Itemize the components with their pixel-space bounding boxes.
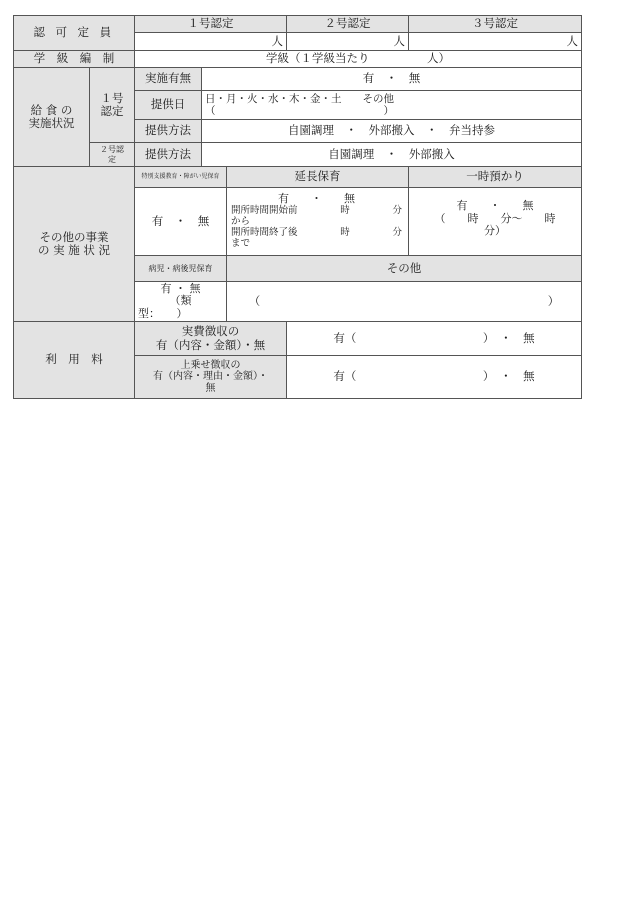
temporary-care-label: 一時預かり (409, 167, 582, 188)
lunch-days-value: 日・月・火・水・木・金・土 その他 (205, 92, 394, 105)
extended-care-label: 延長保育 (227, 167, 409, 188)
extended-from: から (231, 215, 251, 227)
classes-value: 学級（１学級当たり 人） (135, 51, 582, 68)
capacity-label: 認 可 定 員 (14, 16, 135, 51)
extended-hour-1: 時 (340, 204, 350, 216)
lunch-days-label: 提供日 (135, 91, 202, 120)
extended-minute-2: 分 (392, 226, 403, 238)
facility-form-table (13, 15, 582, 399)
temp-yes-no: 有 ・ 無 (456, 199, 534, 212)
extra-charge-value: 有（ ） ・ 無 (287, 356, 582, 399)
extended-start-row (231, 206, 402, 217)
cert2-capacity: 人 (287, 33, 409, 51)
lunch-days-paren: （ ） (205, 105, 394, 117)
extended-close-after: 開所時間終了後 (231, 226, 298, 238)
special-support-value: 有 ・ 無 (135, 188, 227, 256)
fees-label: 利 用 料 (14, 322, 135, 399)
extended-hour-2: 時 (340, 226, 350, 238)
extended-yes-no: 有 ・ 無 (278, 192, 356, 206)
other-value: （ ） (227, 282, 582, 322)
extended-until: まで (231, 237, 251, 249)
other-label: その他 (227, 256, 582, 282)
temp-time-line1: （ 時 分～ 時 (434, 211, 556, 225)
classes-label: 学 級 編 制 (14, 51, 135, 68)
sick-child-value-1: 有 ・ 無 (160, 281, 201, 295)
actual-cost-label: 実費徴収の 有（内容・金額）・無 (135, 322, 287, 356)
actual-cost-value: 有（ ） ・ 無 (287, 322, 582, 356)
cert1-header: １号認定 (135, 16, 287, 33)
lunch-method-value-2: 自園調理 ・ 外部搬入 (202, 143, 582, 167)
lunch-availability-label: 実施有無 (135, 68, 202, 91)
sick-child-value-3: 型： ） (138, 306, 188, 320)
other-services-label: その他の事業 の 実 施 状 況 (14, 167, 135, 322)
extended-care-cell (227, 188, 409, 256)
lunch-method-label-2: 提供方法 (135, 143, 202, 167)
sick-child-cell (135, 282, 227, 322)
lunch-cert1-label: １号 認定 (90, 68, 135, 143)
temp-time-line2: 分） (484, 224, 507, 238)
lunch-method-label-1: 提供方法 (135, 120, 202, 143)
sick-child-label: 病児・病後児保育 (135, 256, 227, 282)
sick-child-value-2: （類 (169, 294, 192, 308)
temporary-care-cell (409, 188, 582, 256)
extended-end-row (231, 228, 402, 239)
lunch-method-value-1: 自園調理 ・ 外部搬入 ・ 弁当持参 (202, 120, 582, 143)
cert3-capacity: 人 (409, 33, 582, 51)
extra-charge-label: 上乗せ徴収の 有（内容・理由・金額）・ 無 (135, 356, 287, 399)
cert1-capacity: 人 (135, 33, 287, 51)
lunch-availability-value: 有 ・ 無 (202, 68, 582, 91)
cert3-header: ３号認定 (409, 16, 582, 33)
extended-minute-1: 分 (392, 204, 403, 216)
lunch-label: 給 食 の 実施状況 (14, 68, 90, 167)
special-support-label: 特別支援教育・障がい児保育 (135, 167, 227, 188)
lunch-days-cell (202, 91, 582, 120)
lunch-cert2-label: ２号認 定 (90, 143, 135, 167)
cert2-header: ２号認定 (287, 16, 409, 33)
extended-open-before: 開所時間開始前 (231, 204, 298, 216)
